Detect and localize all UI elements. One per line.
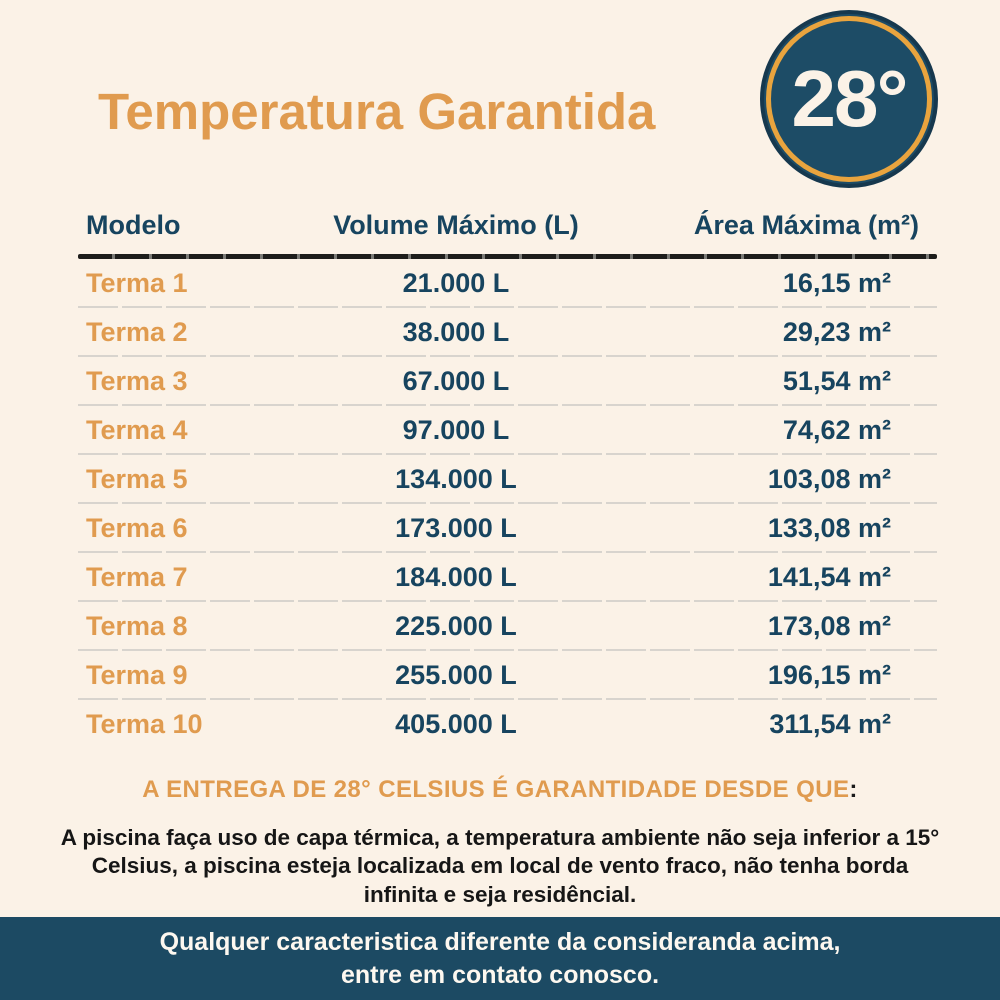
model-cell: Terma 7: [86, 562, 188, 592]
table-body: [78, 259, 937, 749]
model-cell: Terma 5: [86, 464, 188, 494]
footer-line-1: Qualquer caracteristica diferente da consideranda acima,: [159, 927, 841, 956]
model-cell: Terma 6: [86, 513, 188, 543]
footer-line-2: entre em contato conosco.: [340, 960, 660, 989]
header: [0, 0, 1000, 196]
footer-bar: [0, 917, 1000, 1000]
model-cell: Terma 2: [86, 317, 188, 347]
models-table: [78, 196, 937, 749]
table-row: [78, 308, 937, 357]
area-cell: 51,54 m²: [782, 366, 891, 396]
model-cell: Terma 1: [86, 268, 188, 298]
model-cell: Terma 10: [86, 709, 203, 739]
volume-cell: 38.000 L: [402, 317, 510, 347]
table-row: [78, 455, 937, 504]
area-cell: 311,54 m²: [769, 709, 891, 739]
table-row: [78, 406, 937, 455]
page-title: Temperatura Garantida: [98, 82, 656, 140]
model-cell: Terma 4: [86, 415, 188, 445]
area-cell: 196,15 m²: [767, 660, 891, 690]
area-cell: 16,15 m²: [782, 268, 891, 298]
conditions-body: A piscina faça uso de capa térmica, a temperatura ambiente não seja inferior a 15° Celsius, a piscina esteja localizada em local de vento fraco, não tenha borda infinita e seja residêncial.: [60, 825, 940, 907]
volume-cell: 67.000 L: [402, 366, 510, 396]
table-row: [78, 259, 937, 308]
volume-cell: 173.000 L: [395, 513, 517, 543]
model-cell: Terma 3: [86, 366, 188, 396]
table-row: [78, 504, 937, 553]
area-cell: 141,54 m²: [767, 562, 891, 592]
conditions-heading-text: A ENTREGA DE 28° CELSIUS É GARANTIDADE DESDE QUE: [142, 776, 850, 803]
header-modelo: Modelo: [86, 209, 181, 240]
conditions-section: [0, 749, 1000, 917]
volume-cell: 225.000 L: [395, 611, 517, 641]
table-row: [78, 357, 937, 406]
area-cell: 173,08 m²: [767, 611, 891, 641]
table-row: [78, 553, 937, 602]
area-cell: 103,08 m²: [767, 464, 891, 494]
table-row: [78, 602, 937, 651]
table-header-row: [78, 196, 937, 254]
table-row: [78, 700, 937, 749]
header-volume: Volume Máximo (L): [333, 209, 579, 240]
volume-cell: 405.000 L: [395, 709, 517, 739]
model-cell: Terma 9: [86, 660, 188, 690]
area-cell: 74,62 m²: [782, 415, 891, 445]
volume-cell: 255.000 L: [395, 660, 517, 690]
model-cell: Terma 8: [86, 611, 188, 641]
conditions-heading-colon: :: [849, 776, 858, 803]
table-row: [78, 651, 937, 700]
temperature-badge: [760, 10, 938, 188]
badge-temperature-value: 28°: [791, 54, 907, 143]
volume-cell: 21.000 L: [402, 268, 510, 298]
volume-cell: 134.000 L: [395, 464, 517, 494]
conditions-heading: [0, 776, 1000, 804]
area-cell: 29,23 m²: [782, 317, 891, 347]
volume-cell: 97.000 L: [402, 415, 510, 445]
volume-cell: 184.000 L: [395, 562, 517, 592]
area-cell: 133,08 m²: [767, 513, 891, 543]
header-area: Área Máxima (m²): [693, 209, 919, 240]
